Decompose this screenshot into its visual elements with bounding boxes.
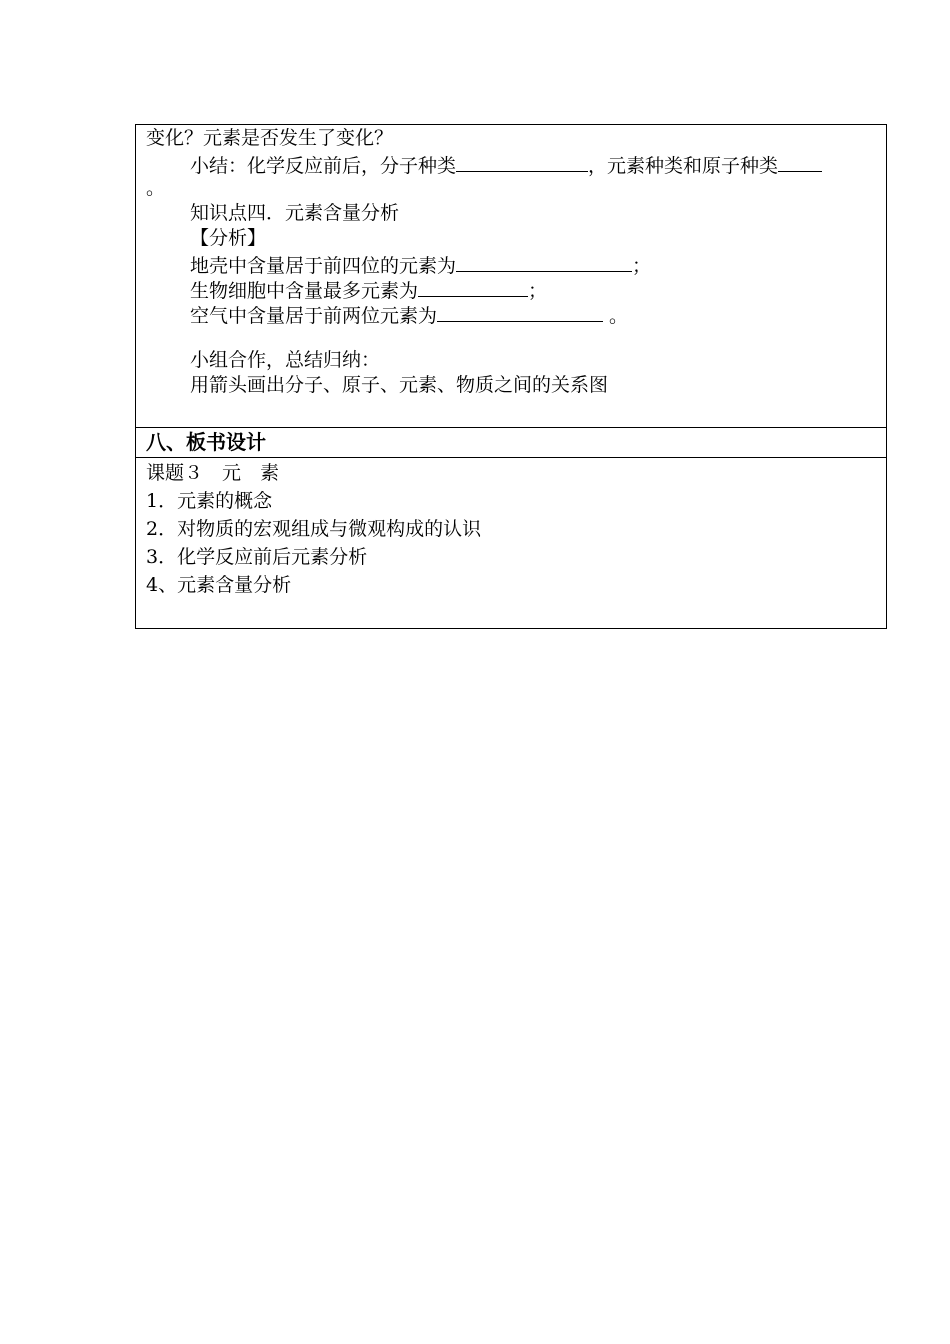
section-header: 八、板书设计 (136, 428, 886, 458)
knowledge-point-heading: 知识点四．元素含量分析 (190, 202, 400, 224)
arrow-task-line: 用箭头画出分子、原子、元素、物质之间的关系图 (190, 374, 609, 396)
summary-prefix: 小结：化学反应前后，分子种类 (190, 155, 457, 177)
board-item: 2．对物质的宏观组成与微观构成的认识 (146, 518, 482, 540)
board-item: 1．元素的概念 (146, 490, 273, 512)
summary-end: 。 (146, 177, 166, 199)
fill-blank (778, 151, 822, 172)
fill-blank (437, 301, 603, 322)
cell-end: ； (528, 280, 548, 302)
lesson-plan-table (135, 124, 887, 629)
fill-blank (418, 276, 528, 297)
analysis-label: 【分析】 (190, 227, 267, 249)
fill-blank (456, 151, 588, 172)
board-title: 课题３ 元 素 (146, 462, 280, 484)
group-work-line: 小组合作，总结归纳： (190, 349, 381, 371)
board-item: 4、元素含量分析 (146, 574, 292, 596)
crust-elements-line (146, 251, 878, 276)
board-item: 3．化学反应前后元素分析 (146, 546, 368, 568)
crust-text: 地壳中含量居于前四位的元素为 (190, 255, 457, 277)
content-cell (136, 125, 886, 428)
summary-middle: ，元素种类和原子种类 (588, 155, 779, 177)
cell-elements-line (146, 276, 878, 301)
air-elements-line (146, 301, 878, 326)
summary-line (146, 151, 878, 176)
spacer (146, 326, 878, 348)
air-text: 空气中含量居于前两位元素为 (190, 305, 438, 327)
cell-text: 生物细胞中含量最多元素为 (190, 280, 419, 302)
fill-blank (456, 251, 632, 272)
question-line: 变化？元素是否发生了变化？ (146, 127, 394, 149)
air-end: 。 (603, 305, 629, 327)
board-design-cell (136, 458, 886, 628)
crust-end: ； (632, 255, 652, 277)
